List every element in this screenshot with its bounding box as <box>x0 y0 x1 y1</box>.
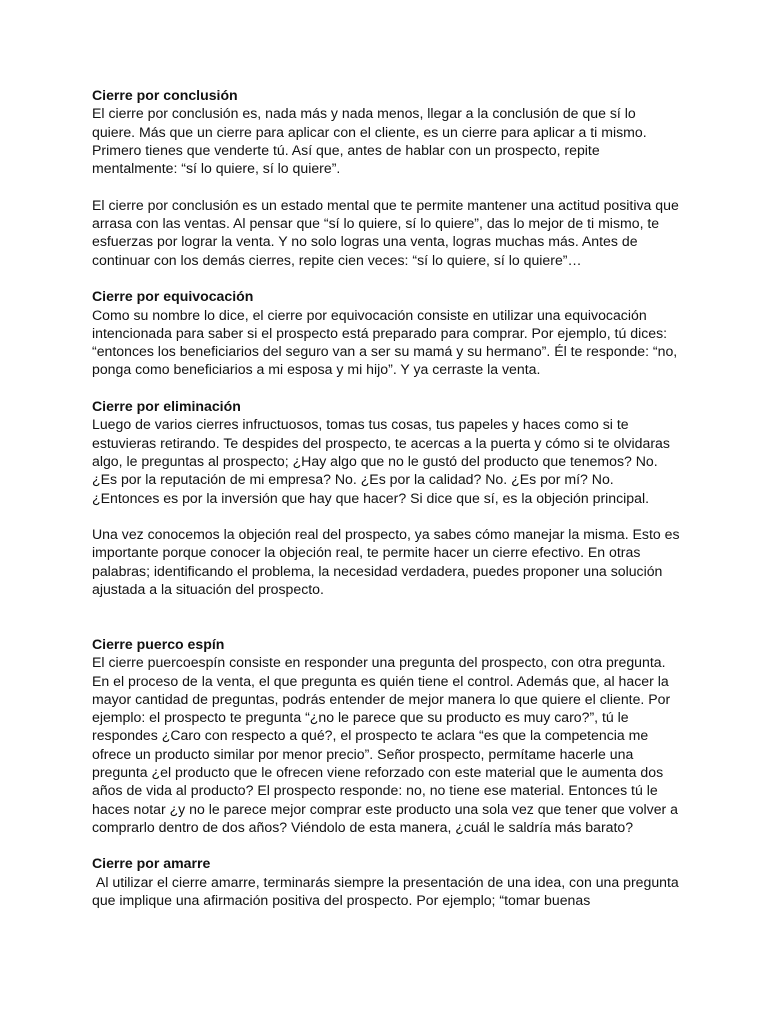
paragraph: El cierre puercoespín consiste en responder una pregunta del prospecto, con otra pregunta. En el proceso de la venta, el que pregunta es quién tiene el control. Además que, al hacer la mayor cantidad de preguntas, podrás entender de mejor manera lo que quiere el cliente. Por ejemplo: el prospecto te pregunta “¿no le parece que su producto es muy caro?”, tú le respondes ¿Caro con respecto a qué?, el prospecto te aclara “es que la competencia me ofrece un producto similar por menor precio”. Señor prospecto, permítame hacerle una pregunta ¿el producto que le ofrecen viene reforzado con este material que le aumenta dos años de vida al producto? El prospecto responde: no, no tiene ese material. Entonces tú le haces notar ¿y no le parece mejor comprar este producto una sola vez que tener que volver a comprarlo dentro de dos años? Viéndolo de esta manera, ¿cuál le saldría más barato? <box>92 654 678 835</box>
section-cierre-por-eliminacion <box>92 397 682 598</box>
section-cierre-por-amarre <box>92 854 682 909</box>
section-heading: Cierre por conclusión <box>92 87 238 103</box>
section-cierre-por-conclusion <box>92 86 682 269</box>
paragraph: El cierre por conclusión es un estado mental que te permite mantener una actitud positiva que arrasa con las ventas. Al pensar que “sí lo quiere, sí lo quiere”, das lo mejor de ti mismo, te esfuerzas por lograr la venta. Y no solo logras una venta, logras muchas más. Antes de continuar con los demás cierres, repite cien veces: “sí lo quiere, sí lo quiere”… <box>92 196 679 268</box>
paragraph: Una vez conocemos la objeción real del prospecto, ya sabes cómo manejar la misma. Esto es importante porque conocer la objeción real, te permite hacer un cierre efectivo. En otras palabras; identificando el problema, la necesidad verdadera, puedes proponer una solución ajustada a la situación del prospecto. <box>92 526 680 598</box>
section-cierre-por-equivocacion <box>92 287 682 378</box>
document-page <box>92 86 682 909</box>
section-heading: Cierre puerco espín <box>92 635 225 652</box>
section-heading: Cierre por eliminación <box>92 398 241 415</box>
paragraph: Luego de varios cierres infructuosos, tomas tus cosas, tus papeles y haces como si te estuvieras retirando. Te despides del prospecto, te acercas a la puerta y cómo si te olvidaras algo, le preguntas al prospecto; ¿Hay algo que no le gustó del producto que tenemos? No. ¿Es por la reputación de mi empresa? No. ¿Es por la calidad? No. ¿Es por mí? No. ¿Entonces es por la inversión que hay que hacer? Si dice que sí, es la objeción principal. <box>92 416 670 506</box>
paragraph: Como su nombre lo dice, el cierre por equivocación consiste en utilizar una equivocación intencionada para saber si el prospecto está preparado para comprar. Por ejemplo, tú dices: “entonces los beneficiarios del seguro van a ser su mamá y su hermano”. Él te responde: “no, ponga como beneficiarios a mi esposa y mi hijo”. Y ya cerraste la venta. <box>92 306 678 378</box>
paragraph: Al utilizar el cierre amarre, terminarás siempre la presentación de una idea, con una pregunta que implique una afirmación positiva del prospecto. Por ejemplo; “tomar buenas <box>92 873 683 909</box>
section-cierre-puerco-espin <box>92 635 682 836</box>
paragraph: El cierre por conclusión es, nada más y nada menos, llegar a la conclusión de que sí lo quiere. Más que un cierre para aplicar con el cliente, es un cierre para aplicar a ti mismo. Primero tienes que venderte tú. Así que, antes de hablar con un prospecto, repite mentalmente: “sí lo quiere, sí lo quiere”. <box>92 105 647 177</box>
section-heading: Cierre por amarre <box>92 855 211 872</box>
section-heading: Cierre por equivocación <box>92 288 254 305</box>
